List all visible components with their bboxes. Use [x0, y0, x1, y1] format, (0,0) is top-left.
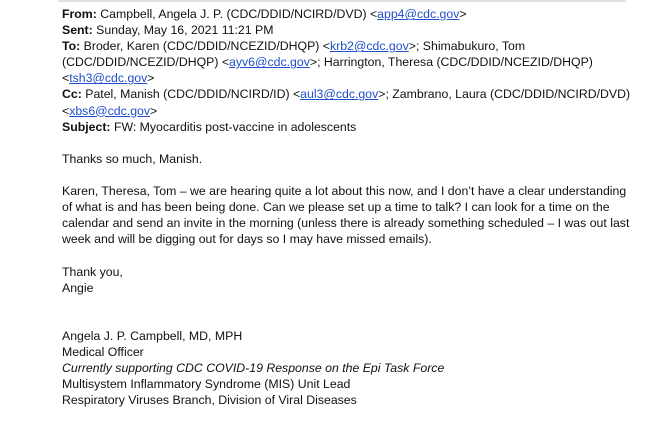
from-close: >: [459, 7, 467, 21]
spacer: [62, 167, 652, 183]
body-paragraph-line: week and will be digging out for days so I may have missed emails).: [62, 232, 432, 247]
spacer: [62, 247, 652, 263]
to-line-2: [62, 54, 652, 70]
to-recipient-1: Broder, Karen (CDC/DDID/NCEZID/DHQP) <: [83, 39, 330, 54]
cc-label: Cc:: [62, 87, 82, 102]
from-label: From:: [62, 7, 97, 21]
sign-off-name: Angie: [62, 280, 94, 295]
subject-line: [62, 119, 652, 135]
to-recipient-2: (CDC/DDID/NCEZID/DHQP) <: [62, 55, 230, 70]
cc-email-link-1[interactable]: aul3@cdc.gov: [300, 87, 379, 102]
cc-line-2: [62, 103, 652, 119]
email-document: [62, 6, 652, 408]
to-separator-2: >; Harrington, Theresa (CDC/DDID/NCEZID/DHQP): [309, 55, 593, 70]
cc-close-2: >: [150, 103, 158, 118]
spacer: [62, 135, 652, 151]
to-email-link-3[interactable]: tsh3@cdc.gov: [69, 71, 148, 86]
cc-recipient-1: Patel, Manish (CDC/DDID/NCIRD/ID) <: [85, 87, 301, 102]
body-paragraph-line: Karen, Theresa, Tom – we are hearing quite a lot about this now, and I don’t have a clear understanding: [62, 184, 627, 199]
to-email-link-1[interactable]: krb2@cdc.gov: [329, 39, 409, 54]
subject-value: FW: Myocarditis post-vaccine in adolescents: [113, 119, 357, 134]
signature-branch: Respiratory Viruses Branch, Division of Viral Diseases: [62, 393, 357, 408]
greeting: Thanks so much, Manish.: [62, 151, 203, 166]
to-line-1: [62, 38, 652, 54]
sent-value: Sunday, May 16, 2021 11:21 PM: [96, 23, 274, 38]
spacer: [62, 296, 652, 328]
signature-title: Medical Officer: [62, 344, 144, 359]
from-line: [62, 6, 652, 22]
to-line-3: [62, 70, 652, 86]
cc-email-link-2[interactable]: xbs6@cdc.gov: [69, 103, 151, 118]
subject-label: Subject:: [62, 119, 111, 134]
sent-label: Sent:: [62, 23, 93, 38]
cc-separator-1: >; Zambrano, Laura (CDC/DDID/NCIRD/DVD): [378, 87, 631, 102]
cc-open-2: <: [62, 103, 70, 118]
top-divider: [58, 0, 626, 2]
to-email-link-2[interactable]: ayv6@cdc.gov: [229, 55, 310, 70]
to-label: To:: [62, 39, 81, 54]
body-paragraph-line: of what is and has been being done. Can we please set up a time to talk? I can look for a time on the: [62, 200, 610, 215]
to-close-3: >: [147, 71, 155, 86]
sent-line: [62, 22, 652, 38]
signature-role: Currently supporting CDC COVID-19 Response on the Epi Task Force: [62, 360, 445, 375]
cc-line-1: [62, 86, 652, 102]
signature-name: Angela J. P. Campbell, MD, MPH: [62, 328, 243, 343]
closing: Thank you,: [62, 264, 123, 279]
from-name: Campbell, Angela J. P. (CDC/DDID/NCIRD/DVD) <: [100, 7, 378, 21]
signature-unit: Multisystem Inflammatory Syndrome (MIS) Unit Lead: [62, 376, 351, 391]
from-email-link[interactable]: app4@cdc.gov: [377, 7, 460, 21]
body-paragraph-line: calendar and send an invite in the morning (unless there is already something scheduled – I was out last: [62, 216, 630, 231]
to-open-3: <: [62, 71, 70, 86]
to-separator-1: >; Shimabukuro, Tom: [408, 39, 526, 54]
